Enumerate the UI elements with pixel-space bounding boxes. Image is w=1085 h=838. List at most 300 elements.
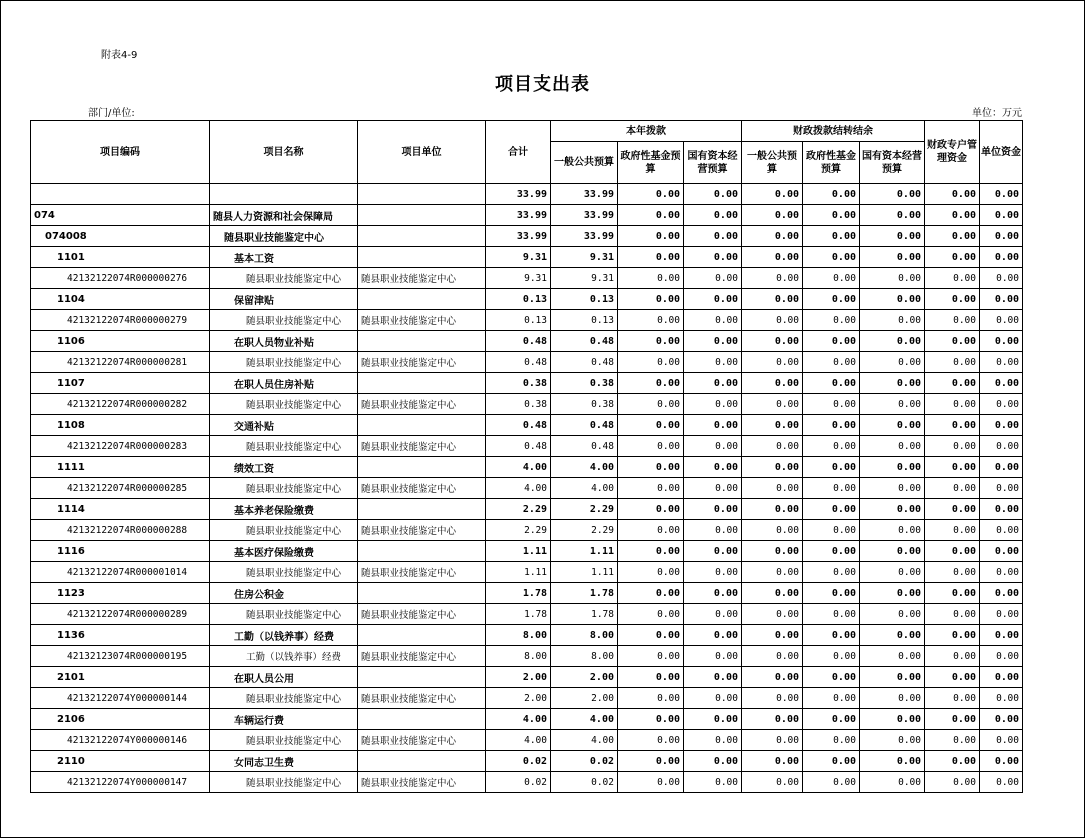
cell-value: 0.00 [980, 289, 1023, 310]
cell-value: 4.00 [551, 730, 618, 751]
cell-code: 42132123074R000000195 [31, 646, 210, 667]
cell-value: 0.00 [860, 352, 925, 373]
cell-value: 0.00 [803, 226, 860, 247]
cell-value: 0.00 [742, 247, 803, 268]
cell-value: 0.00 [925, 457, 980, 478]
cell-value: 0.00 [742, 394, 803, 415]
cell-value: 0.48 [486, 352, 551, 373]
cell-value: 0.00 [925, 268, 980, 289]
cell-value: 0.00 [684, 373, 742, 394]
cell-value: 0.00 [803, 520, 860, 541]
table-row [31, 436, 1023, 457]
cell-value: 0.38 [551, 373, 618, 394]
cell-code: 2101 [31, 667, 210, 688]
cell-value: 4.00 [551, 457, 618, 478]
cell-value: 0.00 [925, 247, 980, 268]
cell-value: 0.00 [742, 604, 803, 625]
cell-value: 0.00 [684, 436, 742, 457]
table-row [31, 688, 1023, 709]
cell-value: 0.00 [980, 310, 1023, 331]
cell-value: 0.00 [860, 751, 925, 772]
project-expenditure-table [30, 120, 1023, 793]
cell-value: 0.00 [742, 226, 803, 247]
table-row [31, 730, 1023, 751]
header-own-funds: 单位资金 [980, 121, 1023, 184]
cell-value: 0.00 [803, 667, 860, 688]
cell-value: 0.00 [860, 604, 925, 625]
cell-value: 33.99 [551, 205, 618, 226]
cell-value: 2.00 [486, 667, 551, 688]
cell-value: 0.00 [803, 751, 860, 772]
table-row [31, 184, 1023, 205]
cell-value: 0.00 [803, 604, 860, 625]
cell-name: 在职人员公用 [210, 667, 358, 688]
cell-value: 0.00 [618, 457, 684, 478]
cell-value: 0.00 [980, 331, 1023, 352]
cell-value: 0.00 [925, 352, 980, 373]
header-total: 合计 [486, 121, 551, 184]
cell-unit [358, 457, 486, 478]
cell-value: 0.00 [684, 709, 742, 730]
cell-value: 2.00 [551, 688, 618, 709]
cell-value: 0.00 [803, 646, 860, 667]
cell-value: 33.99 [551, 226, 618, 247]
cell-value: 0.00 [803, 289, 860, 310]
cell-value: 0.00 [925, 289, 980, 310]
cell-value: 0.00 [618, 541, 684, 562]
header-g2-general: 一般公共预算 [742, 142, 803, 184]
cell-value: 0.00 [860, 415, 925, 436]
cell-value: 0.00 [618, 709, 684, 730]
cell-value: 4.00 [551, 478, 618, 499]
cell-value: 0.00 [803, 688, 860, 709]
cell-value: 0.00 [980, 247, 1023, 268]
cell-value: 0.00 [860, 520, 925, 541]
cell-value: 0.00 [618, 646, 684, 667]
cell-name [210, 184, 358, 205]
table-row [31, 646, 1023, 667]
table-row [31, 625, 1023, 646]
cell-value: 0.00 [618, 247, 684, 268]
cell-value: 0.13 [551, 289, 618, 310]
table-row [31, 541, 1023, 562]
cell-name: 随县职业技能鉴定中心 [210, 562, 358, 583]
cell-value: 0.00 [803, 457, 860, 478]
cell-value: 2.29 [551, 520, 618, 541]
cell-value: 0.00 [618, 562, 684, 583]
cell-value: 0.00 [925, 415, 980, 436]
table-row [31, 583, 1023, 604]
cell-value: 0.00 [618, 583, 684, 604]
cell-value: 0.00 [980, 226, 1023, 247]
cell-value: 0.00 [925, 478, 980, 499]
cell-value: 0.00 [684, 331, 742, 352]
cell-value: 0.00 [925, 667, 980, 688]
cell-value: 0.00 [618, 520, 684, 541]
cell-value: 1.78 [486, 604, 551, 625]
cell-value: 0.00 [684, 625, 742, 646]
cell-value: 0.02 [551, 772, 618, 793]
cell-code: 074 [31, 205, 210, 226]
cell-name: 随县职业技能鉴定中心 [210, 436, 358, 457]
cell-value: 0.00 [618, 688, 684, 709]
cell-value: 0.00 [684, 583, 742, 604]
cell-value: 0.00 [980, 667, 1023, 688]
cell-value: 0.00 [860, 688, 925, 709]
cell-value: 0.00 [980, 415, 1023, 436]
cell-value: 0.00 [980, 583, 1023, 604]
cell-value: 0.00 [618, 184, 684, 205]
cell-value: 0.00 [803, 268, 860, 289]
cell-value: 0.00 [742, 268, 803, 289]
cell-name: 在职人员住房补贴 [210, 373, 358, 394]
cell-value: 0.00 [980, 268, 1023, 289]
cell-value: 9.31 [551, 247, 618, 268]
cell-value: 0.00 [618, 772, 684, 793]
cell-value: 0.00 [925, 373, 980, 394]
cell-code: 1111 [31, 457, 210, 478]
cell-value: 0.00 [618, 352, 684, 373]
cell-value: 0.00 [925, 205, 980, 226]
cell-value: 0.00 [803, 541, 860, 562]
cell-value: 0.00 [860, 184, 925, 205]
cell-unit [358, 289, 486, 310]
cell-value: 0.00 [860, 247, 925, 268]
cell-value: 0.13 [486, 289, 551, 310]
cell-value: 0.00 [980, 646, 1023, 667]
cell-value: 0.00 [925, 520, 980, 541]
cell-value: 1.78 [486, 583, 551, 604]
cell-value: 0.02 [486, 772, 551, 793]
cell-value: 0.00 [742, 730, 803, 751]
cell-value: 0.00 [860, 457, 925, 478]
cell-value: 0.00 [860, 709, 925, 730]
cell-value: 4.00 [486, 730, 551, 751]
cell-value: 0.00 [618, 499, 684, 520]
cell-value: 0.00 [860, 646, 925, 667]
cell-code: 1107 [31, 373, 210, 394]
page-title: 项目支出表 [495, 74, 590, 95]
cell-code: 1104 [31, 289, 210, 310]
table-row [31, 499, 1023, 520]
cell-unit: 随县职业技能鉴定中心 [358, 688, 486, 709]
cell-value: 0.00 [742, 352, 803, 373]
cell-value: 33.99 [486, 226, 551, 247]
cell-value: 0.00 [803, 562, 860, 583]
cell-value: 0.00 [925, 499, 980, 520]
cell-value: 0.00 [618, 394, 684, 415]
cell-value: 0.00 [980, 205, 1023, 226]
cell-value: 0.13 [551, 310, 618, 331]
cell-value: 0.00 [860, 583, 925, 604]
cell-name: 工勤（以钱养事）经费 [210, 625, 358, 646]
cell-value: 0.00 [925, 604, 980, 625]
cell-value: 0.02 [486, 751, 551, 772]
cell-value: 0.48 [486, 436, 551, 457]
cell-value: 1.78 [551, 583, 618, 604]
cell-value: 0.00 [860, 394, 925, 415]
cell-unit [358, 751, 486, 772]
cell-name: 随县职业技能鉴定中心 [210, 226, 358, 247]
cell-code: 42132122074R000000276 [31, 268, 210, 289]
cell-value: 33.99 [551, 184, 618, 205]
cell-value: 0.00 [684, 457, 742, 478]
cell-name: 女同志卫生费 [210, 751, 358, 772]
cell-unit [358, 625, 486, 646]
cell-value: 1.11 [486, 541, 551, 562]
cell-value: 0.00 [618, 730, 684, 751]
table-row [31, 205, 1023, 226]
cell-value: 8.00 [551, 625, 618, 646]
cell-code: 42132122074R000000283 [31, 436, 210, 457]
cell-value: 0.00 [742, 709, 803, 730]
cell-value: 0.00 [980, 751, 1023, 772]
cell-value: 2.29 [486, 499, 551, 520]
cell-unit [358, 247, 486, 268]
cell-value: 0.48 [551, 331, 618, 352]
cell-value: 0.13 [486, 310, 551, 331]
cell-name: 基本工资 [210, 247, 358, 268]
cell-value: 0.00 [803, 730, 860, 751]
cell-unit [358, 709, 486, 730]
cell-code: 42132122074R000001014 [31, 562, 210, 583]
cell-value: 0.00 [742, 583, 803, 604]
cell-value: 0.00 [803, 352, 860, 373]
cell-code: 42132122074R000000288 [31, 520, 210, 541]
cell-value: 0.00 [684, 184, 742, 205]
cell-value: 0.00 [618, 310, 684, 331]
cell-name: 随县职业技能鉴定中心 [210, 394, 358, 415]
cell-value: 0.48 [551, 352, 618, 373]
table-row [31, 373, 1023, 394]
cell-value: 0.00 [618, 625, 684, 646]
cell-value: 0.00 [925, 562, 980, 583]
cell-code: 42132122074R000000289 [31, 604, 210, 625]
cell-value: 0.00 [860, 541, 925, 562]
cell-value: 0.00 [684, 604, 742, 625]
table-row [31, 226, 1023, 247]
cell-name: 基本养老保险缴费 [210, 499, 358, 520]
header-code: 项目编码 [31, 121, 210, 184]
cell-value: 0.00 [618, 667, 684, 688]
cell-value: 0.00 [803, 184, 860, 205]
cell-value: 0.00 [860, 625, 925, 646]
cell-unit: 随县职业技能鉴定中心 [358, 646, 486, 667]
cell-value: 2.29 [551, 499, 618, 520]
cell-value: 0.00 [684, 667, 742, 688]
cell-unit: 随县职业技能鉴定中心 [358, 730, 486, 751]
header-special-account: 财政专户管理资金 [925, 121, 980, 184]
cell-unit [358, 667, 486, 688]
cell-value: 0.00 [684, 394, 742, 415]
cell-code: 1136 [31, 625, 210, 646]
department-label: 部门/单位: [88, 108, 135, 119]
cell-unit [358, 205, 486, 226]
cell-value: 0.00 [742, 205, 803, 226]
cell-code: 1114 [31, 499, 210, 520]
cell-value: 0.00 [742, 541, 803, 562]
cell-name: 随县职业技能鉴定中心 [210, 730, 358, 751]
table-row [31, 268, 1023, 289]
cell-value: 33.99 [486, 205, 551, 226]
cell-value: 0.00 [980, 730, 1023, 751]
header-name: 项目名称 [210, 121, 358, 184]
cell-value: 0.00 [860, 226, 925, 247]
cell-value: 0.00 [742, 772, 803, 793]
cell-value: 8.00 [486, 646, 551, 667]
table-row [31, 478, 1023, 499]
cell-unit [358, 184, 486, 205]
cell-name: 随县职业技能鉴定中心 [210, 604, 358, 625]
table-row [31, 415, 1023, 436]
cell-value: 0.38 [486, 394, 551, 415]
cell-unit: 随县职业技能鉴定中心 [358, 352, 486, 373]
table-row [31, 394, 1023, 415]
cell-value: 0.00 [684, 772, 742, 793]
cell-value: 33.99 [486, 184, 551, 205]
header-g1-capital: 国有资本经营预算 [684, 142, 742, 184]
cell-code: 42132122074Y000000147 [31, 772, 210, 793]
header-group-carryover: 财政拨款结转结余 [742, 121, 925, 142]
cell-unit [358, 541, 486, 562]
cell-value: 0.00 [618, 331, 684, 352]
cell-value: 0.00 [860, 772, 925, 793]
cell-value: 0.38 [551, 394, 618, 415]
cell-value: 0.00 [980, 541, 1023, 562]
cell-value: 0.00 [925, 646, 980, 667]
cell-code: 074008 [31, 226, 210, 247]
cell-value: 0.00 [925, 541, 980, 562]
cell-unit [358, 583, 486, 604]
header-g1-fund: 政府性基金预算 [618, 142, 684, 184]
cell-unit [358, 331, 486, 352]
cell-name: 保留津贴 [210, 289, 358, 310]
cell-value: 0.00 [742, 457, 803, 478]
cell-value: 0.00 [803, 625, 860, 646]
cell-value: 0.00 [980, 709, 1023, 730]
table-row [31, 247, 1023, 268]
header-group-current-year: 本年拨款 [551, 121, 742, 142]
cell-value: 0.00 [803, 583, 860, 604]
cell-unit [358, 415, 486, 436]
cell-value: 0.00 [803, 310, 860, 331]
cell-value: 0.00 [803, 394, 860, 415]
cell-code: 42132122074Y000000146 [31, 730, 210, 751]
cell-value: 0.00 [925, 772, 980, 793]
cell-value: 0.00 [684, 541, 742, 562]
cell-value: 0.00 [860, 667, 925, 688]
cell-value: 0.38 [486, 373, 551, 394]
cell-value: 0.00 [980, 688, 1023, 709]
cell-name: 随县职业技能鉴定中心 [210, 478, 358, 499]
cell-name: 交通补贴 [210, 415, 358, 436]
cell-value: 0.00 [860, 730, 925, 751]
cell-value: 0.00 [803, 499, 860, 520]
cell-value: 0.00 [860, 436, 925, 457]
cell-value: 0.48 [486, 331, 551, 352]
cell-code: 2110 [31, 751, 210, 772]
cell-value: 2.00 [486, 688, 551, 709]
cell-value: 1.11 [486, 562, 551, 583]
table-row [31, 520, 1023, 541]
cell-name: 随县职业技能鉴定中心 [210, 772, 358, 793]
cell-value: 0.00 [860, 478, 925, 499]
cell-value: 0.00 [684, 268, 742, 289]
cell-value: 0.00 [925, 226, 980, 247]
cell-value: 0.00 [684, 247, 742, 268]
cell-value: 0.00 [618, 604, 684, 625]
form-number: 附表4-9 [101, 50, 138, 61]
cell-value: 8.00 [486, 625, 551, 646]
cell-value: 0.00 [980, 562, 1023, 583]
cell-value: 0.00 [860, 205, 925, 226]
cell-value: 0.00 [684, 646, 742, 667]
cell-name: 在职人员物业补贴 [210, 331, 358, 352]
cell-value: 0.00 [803, 247, 860, 268]
cell-value: 0.00 [618, 751, 684, 772]
cell-name: 随县职业技能鉴定中心 [210, 268, 358, 289]
cell-name: 随县职业技能鉴定中心 [210, 688, 358, 709]
cell-value: 0.00 [742, 184, 803, 205]
cell-value: 0.00 [980, 604, 1023, 625]
cell-value: 4.00 [551, 709, 618, 730]
cell-code: 42132122074R000000279 [31, 310, 210, 331]
cell-value: 0.00 [618, 289, 684, 310]
cell-value: 2.00 [551, 667, 618, 688]
cell-value: 0.00 [618, 415, 684, 436]
cell-value: 0.00 [980, 772, 1023, 793]
cell-value: 0.00 [684, 352, 742, 373]
cell-value: 0.00 [742, 625, 803, 646]
cell-value: 0.00 [742, 478, 803, 499]
table-body [31, 184, 1023, 793]
cell-value: 0.00 [925, 184, 980, 205]
cell-value: 0.00 [742, 520, 803, 541]
cell-code: 42132122074R000000282 [31, 394, 210, 415]
cell-value: 0.00 [860, 499, 925, 520]
cell-value: 0.00 [618, 373, 684, 394]
cell-code: 1101 [31, 247, 210, 268]
cell-value: 0.00 [803, 415, 860, 436]
cell-value: 0.00 [618, 436, 684, 457]
cell-value: 4.00 [486, 478, 551, 499]
cell-unit: 随县职业技能鉴定中心 [358, 604, 486, 625]
cell-unit: 随县职业技能鉴定中心 [358, 478, 486, 499]
cell-unit [358, 499, 486, 520]
cell-unit [358, 226, 486, 247]
cell-value: 0.00 [980, 520, 1023, 541]
cell-code: 1123 [31, 583, 210, 604]
table-row [31, 352, 1023, 373]
cell-value: 0.00 [925, 436, 980, 457]
cell-value: 0.00 [980, 352, 1023, 373]
cell-value: 1.11 [551, 541, 618, 562]
cell-name: 基本医疗保险缴费 [210, 541, 358, 562]
cell-value: 0.48 [551, 436, 618, 457]
cell-value: 0.00 [803, 205, 860, 226]
table-row [31, 310, 1023, 331]
cell-value: 1.11 [551, 562, 618, 583]
cell-value: 0.00 [803, 709, 860, 730]
cell-value: 0.00 [860, 289, 925, 310]
cell-value: 0.00 [925, 310, 980, 331]
cell-value: 0.00 [684, 310, 742, 331]
cell-value: 0.00 [618, 205, 684, 226]
cell-value: 0.00 [684, 415, 742, 436]
cell-code [31, 184, 210, 205]
cell-value: 0.00 [684, 205, 742, 226]
cell-value: 0.48 [486, 415, 551, 436]
